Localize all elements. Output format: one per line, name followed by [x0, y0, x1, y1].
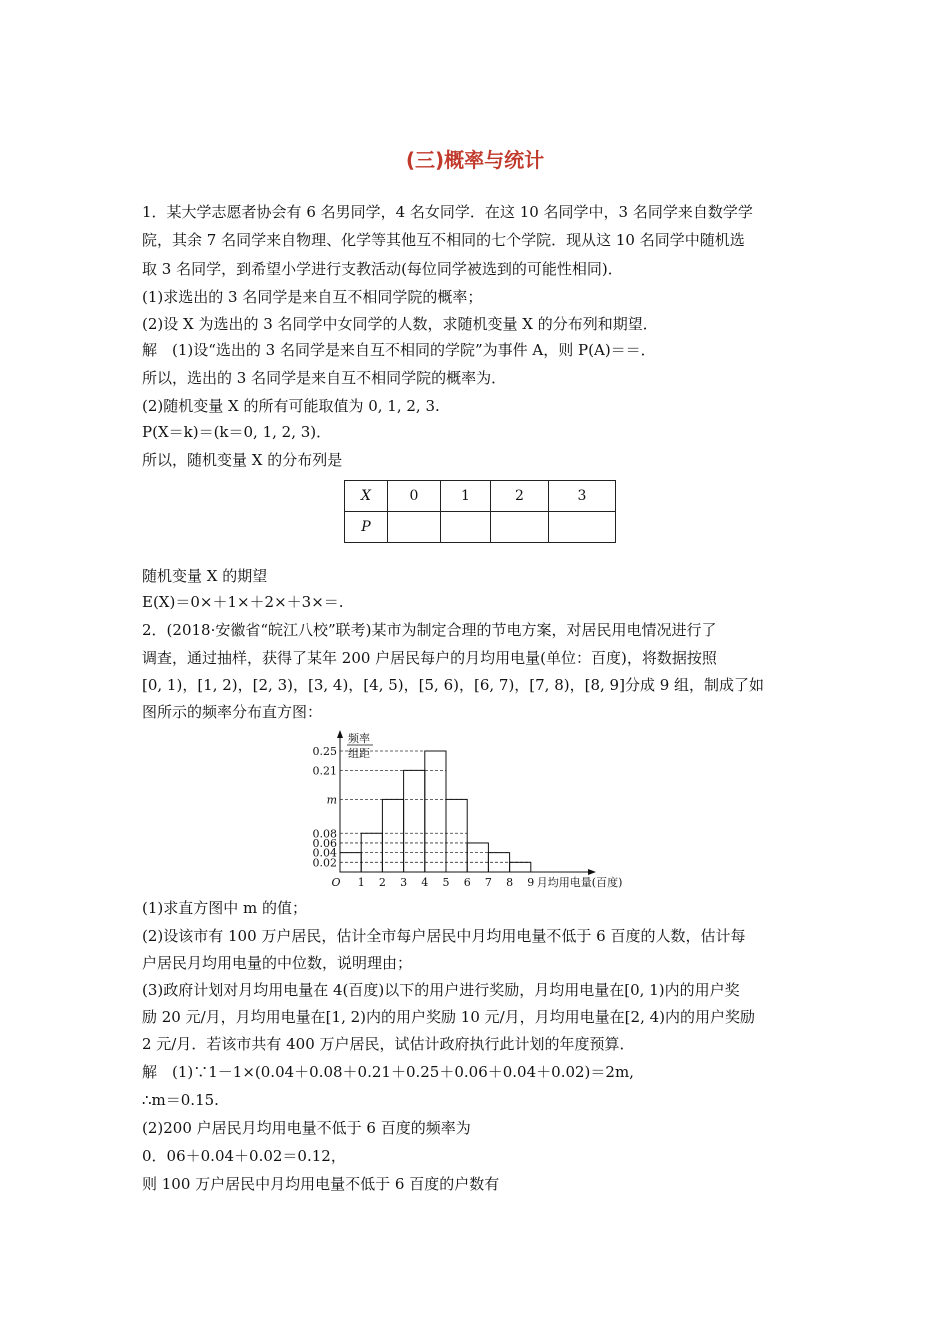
histogram-bar	[425, 751, 446, 872]
q1-line: 院，其余 7 名同学来自物理、化学等其他互不相同的七个学院．现从这 10 名同学中随机选	[142, 231, 745, 249]
q2-solution-line: 0．06＋0.04＋0.02＝0.12，	[142, 1147, 346, 1165]
table-cell	[388, 512, 441, 543]
q2-line: 2．(2018·安徽省“皖江八校”联考)某市为制定合理的节电方案，对居民用电情况进行了	[142, 621, 717, 639]
y-tick-label: 0.25	[312, 745, 337, 758]
table-cell	[441, 512, 491, 543]
q1-solution-line: 所以，随机变量 X 的分布列是	[142, 451, 343, 469]
q2-line: [0, 1)，[1, 2)，[2, 3)，[3, 4)，[4, 5)，[5, 6)，[6, 7)，[7, 8)，[8, 9]分成 9 组，制成了如	[142, 676, 765, 694]
x-axis-arrow	[588, 869, 596, 875]
q1-after-line: E(X)＝0×＋1×＋2×＋3×＝.	[142, 593, 344, 611]
table-row	[345, 481, 616, 512]
x-tick-label: 5	[442, 876, 450, 889]
q2-line: 图所示的频率分布直方图：	[142, 703, 323, 721]
y-axis-label-numerator: 频率	[348, 732, 370, 745]
x-axis-label: 月均用电量(百度)	[536, 876, 623, 889]
y-tick-label: 0.08	[312, 827, 337, 841]
x-tick-label: 1	[357, 876, 365, 889]
histogram-bar	[467, 843, 488, 872]
origin-label: O	[331, 876, 341, 889]
table-row	[345, 512, 616, 543]
q1-solution-line: (2)随机变量 X 的所有可能取值为 0, 1, 2, 3.	[142, 397, 440, 415]
q2-solution-line: ∴m＝0.15.	[142, 1091, 219, 1109]
y-tick-label: 0.06	[312, 836, 337, 850]
table-cell	[549, 512, 616, 543]
x-tick-label: 2	[378, 876, 386, 889]
table-cell: 2	[491, 481, 549, 512]
q1-solution-line: 解 (1)设“选出的 3 名同学是来自互不相同的学院”为事件 A，则 P(A)＝＝．	[142, 341, 656, 359]
table-cell: 0	[388, 481, 441, 512]
distribution-table	[344, 480, 616, 543]
page-title: (三)概率与统计	[405, 148, 545, 172]
y-axis-arrow	[337, 730, 343, 738]
q2-solution-line: (2)200 户居民月均用电量不低于 6 百度的频率为	[142, 1119, 471, 1137]
y-tick-label: 0.02	[312, 856, 337, 870]
q1-line: (1)求选出的 3 名同学是来自互不相同学院的概率；	[142, 288, 483, 306]
q1-line: (2)设 X 为选出的 3 名同学中女同学的人数，求随机变量 X 的分布列和期望．	[142, 315, 658, 333]
y-axis-label-denominator: 组距	[348, 747, 370, 760]
x-tick-label: 3	[400, 876, 408, 889]
q1-line: 取 3 名同学，到希望小学进行支教活动(每位同学被选到的可能性相同)．	[142, 260, 623, 278]
q2-line: (3)政府计划对月均用电量在 4(百度)以下的用户进行奖励，月均用电量在[0, 1)内的用户奖	[142, 981, 740, 999]
histogram-bar	[382, 799, 403, 872]
x-tick-label: 9	[527, 876, 535, 889]
histogram-bar	[446, 799, 467, 872]
table-cell: X	[345, 481, 388, 512]
y-tick-label: 0.04	[312, 846, 337, 860]
q2-solution-line: 解 (1)∵1－1×(0.04＋0.08＋0.21＋0.25＋0.06＋0.04＋0.02)＝2m,	[142, 1063, 634, 1081]
table-cell	[491, 512, 549, 543]
table-cell: 1	[441, 481, 491, 512]
x-tick-label: 6	[463, 876, 471, 889]
frequency-histogram	[300, 730, 660, 895]
q1-line: 1．某大学志愿者协会有 6 名男同学，4 名女同学．在这 10 名同学中，3 名同学来自数学学	[142, 203, 753, 221]
q2-solution-line: 则 100 万户居民中月均用电量不低于 6 百度的户数有	[142, 1175, 500, 1193]
q2-line: (2)设该市有 100 万户居民，估计全市每户居民中月均用电量不低于 6 百度的人数，估计每	[142, 927, 746, 945]
y-tick-label: 0.21	[312, 764, 337, 778]
q1-solution-line: P(X＝k)＝(k＝0, 1, 2, 3)．	[142, 423, 332, 441]
q2-line: 励 20 元/月，月均用电量在[1, 2)内的用户奖励 10 元/月，月均用电量在[2, 4)内的用户奖励	[142, 1008, 756, 1026]
histogram-bar	[510, 862, 531, 872]
x-tick-label: 8	[506, 876, 514, 889]
table-cell: P	[345, 512, 388, 543]
q1-solution-line: 所以，选出的 3 名同学是来自互不相同学院的概率为．	[142, 369, 507, 387]
q2-line: 调查，通过抽样，获得了某年 200 户居民每户的月均用电量(单位：百度)，将数据按照	[142, 649, 717, 667]
x-tick-label: 7	[484, 876, 492, 889]
q2-line: (1)求直方图中 m 的值；	[142, 899, 308, 917]
y-tick-label: m	[326, 793, 337, 807]
q2-line: 户居民月均用电量的中位数，说明理由；	[142, 954, 413, 972]
table-cell: 3	[549, 481, 616, 512]
x-tick-label: 4	[421, 876, 429, 889]
q1-after-line: 随机变量 X 的期望	[142, 567, 268, 585]
histogram-bar	[404, 770, 425, 872]
q2-line: 2 元/月．若该市共有 400 万户居民，试估计政府执行此计划的年度预算．	[142, 1035, 635, 1053]
